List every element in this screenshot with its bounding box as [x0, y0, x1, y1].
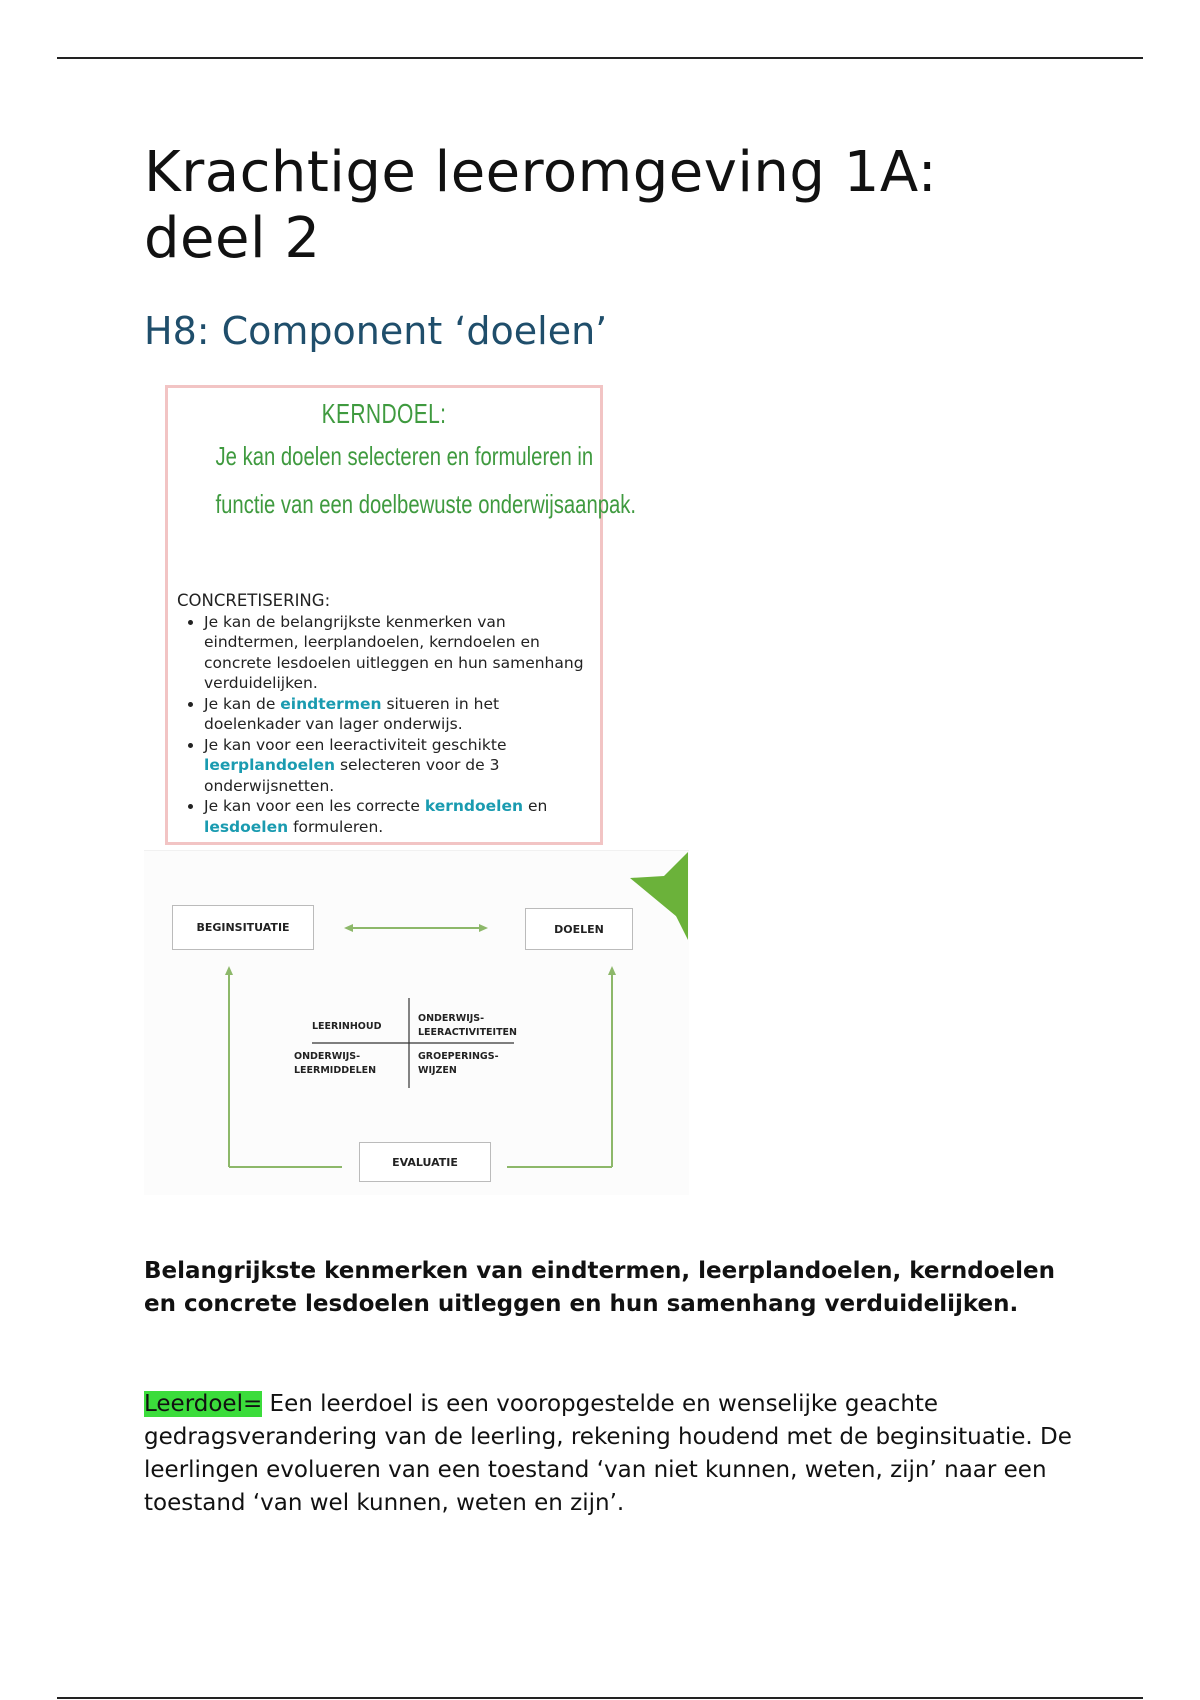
label-onderwijs-leeractiviteiten — [418, 1012, 517, 1040]
concretisering-list — [177, 612, 597, 838]
bullet-text-post: formuleren. — [288, 817, 384, 836]
box-beginsituatie: BEGINSITUATIE — [172, 905, 314, 950]
label-line: LEERACTIVITEITEN — [418, 1027, 517, 1038]
didactic-model-diagram — [144, 850, 689, 1195]
definition-text: Een leerdoel is een vooropgestelde en wenselijke geachte gedragsverandering van de leerling, rekening houdend met de beginsituatie. De leerlingen evolueren van een toestand ‘van niet kunnen, weten, zijn’ naar een toestand ‘van wel kunnen, weten en zijn’. — [144, 1391, 1072, 1516]
label-line: LEERMIDDELEN — [294, 1065, 377, 1076]
bullet-text-mid: en — [523, 797, 548, 815]
highlight-kerndoelen: kerndoelen — [424, 797, 524, 815]
concretisering-label: CONCRETISERING: — [177, 591, 331, 610]
label-groeperingswijzen — [418, 1050, 499, 1078]
kerndoel-card — [165, 385, 637, 845]
label-line: WIJZEN — [418, 1065, 457, 1076]
kerndoel-heading: KERNDOEL: — [321, 398, 447, 429]
kerndoel-line-1: Je kan doelen selecteren en formuleren in — [215, 441, 594, 471]
list-item — [204, 694, 597, 735]
list-item — [204, 735, 597, 797]
definition-paragraph — [144, 1388, 1084, 1520]
label-line: GROEPERINGS- — [418, 1051, 499, 1062]
label-line: ONDERWIJS- — [418, 1013, 485, 1024]
label-leerinhoud: LEERINHOUD — [312, 1021, 382, 1032]
box-doelen: DOELEN — [525, 908, 633, 950]
bullet-text-post: situeren in het doelenkader van lager onderwijs. — [204, 694, 500, 733]
box-evaluatie: EVALUATIE — [359, 1142, 491, 1182]
bullet-text-post: selecteren voor de 3 onderwijsnetten. — [204, 756, 500, 795]
bullet-text-pre: Je kan voor een leeractiviteit geschikte — [204, 735, 507, 754]
list-item — [204, 612, 597, 694]
highlight-eindtermen: eindtermen — [280, 694, 382, 713]
page-content — [144, 140, 1064, 353]
definition-term: Leerdoel= — [144, 1391, 263, 1417]
bottom-rule — [57, 1697, 1143, 1699]
chapter-heading: H8: Component ‘doelen’ — [144, 309, 608, 353]
concretisering-block — [177, 591, 597, 837]
kerndoel-line-2: functie van een doelbewuste onderwijsaanpak. — [215, 489, 637, 519]
section-heading: Belangrijkste kenmerken van eindtermen, leerplandoelen, kerndoelen en concrete lesdoelen uitleggen en hun samenhang verduidelijken. — [144, 1258, 1055, 1317]
highlight-lesdoelen: lesdoelen — [204, 817, 289, 836]
bullet-text: Je kan de belangrijkste kenmerken van eindtermen, leerplandoelen, kerndoelen en concrete lesdoelen uitleggen en hun samenhang verduidelijken. — [204, 612, 584, 692]
document-title: Krachtige leeromgeving 1A: deel 2 — [144, 140, 938, 271]
bullet-text-pre: Je kan voor een les correcte — [204, 797, 425, 815]
list-item — [204, 796, 597, 837]
label-onderwijs-leermiddelen — [294, 1050, 376, 1078]
label-line: ONDERWIJS- — [294, 1051, 361, 1062]
top-rule — [57, 57, 1143, 59]
highlight-leerplandoelen: leerplandoelen — [204, 756, 336, 774]
bullet-text-pre: Je kan de — [204, 694, 281, 713]
